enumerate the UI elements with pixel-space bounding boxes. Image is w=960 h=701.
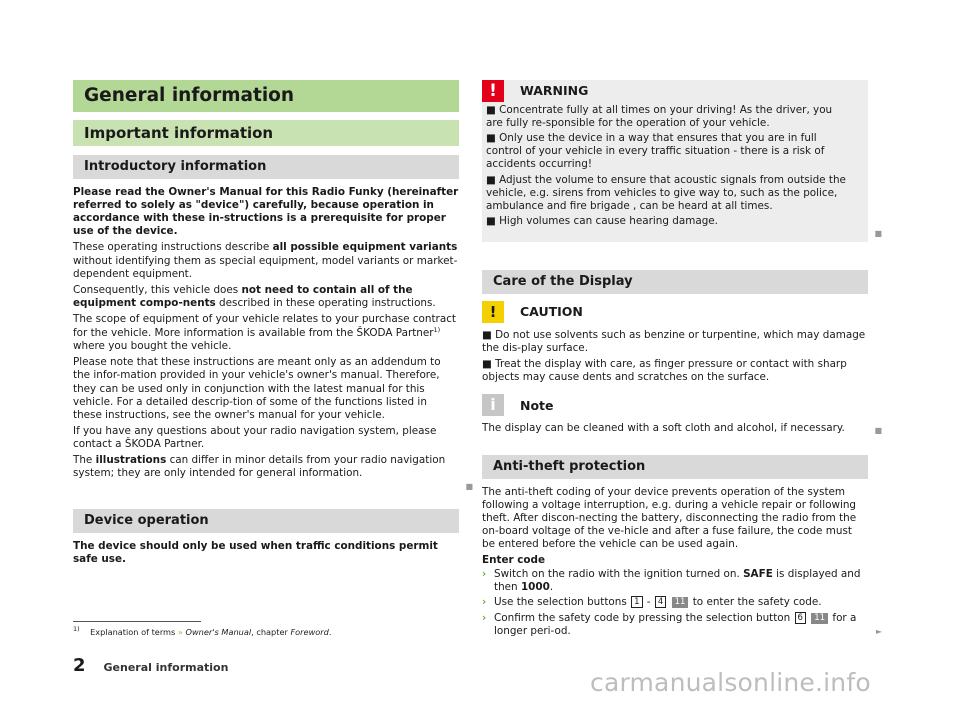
subsection-title-intro: Introductory information	[73, 155, 459, 179]
step-item: › Switch on the radio with the ignition turned on. SAFE is displayed and then 1000.	[482, 568, 861, 594]
end-mark-icon: ■	[874, 425, 882, 435]
paragraph-equipment-variants: These operating instructions describe all possible equipment variants without identifying them as special equipment, model variants or market-dependent equipment.	[73, 241, 458, 280]
intro-paragraph: Please read the Owner's Manual for this Radio Funky (hereinafter referred to solely as "device") carefully, because operation in accordance with these in-structions is a prerequisite for proper use of the device.	[73, 186, 459, 238]
paragraph-illustrations: The illustrations can differ in minor details from your radio navigation system; they are only intended for general information.	[73, 454, 446, 480]
end-mark-icon: ■	[465, 482, 473, 492]
watermark: carmanualsonline.info	[590, 668, 871, 697]
warning-icon: !	[482, 80, 504, 102]
caution-icon: !	[482, 301, 504, 323]
figure-ref-11[interactable]: 11	[811, 613, 828, 624]
warning-item: ■ Adjust the volume to ensure that acoustic signals from outside the vehicle, e.g. sirens from vehicles to give way to, such as the police, ambulance and fire brigade , can be heard at all times.	[486, 173, 846, 212]
footer-title: General information	[103, 661, 229, 674]
subsection-title-antitheft: Anti-theft protection	[482, 455, 868, 479]
warning-item: ■ High volumes can cause hearing damage.	[486, 214, 718, 227]
step-item: › Confirm the safety code by pressing the selection button 6 11 for a longer peri-od.	[482, 611, 857, 637]
footnote-reference[interactable]: 1)	[433, 326, 441, 335]
warning-header	[482, 80, 868, 102]
paragraph-addendum: Please note that these instructions are meant only as an addendum to the infor-mation provided in your vehicle's owner's manual. Therefore, they can be used only in conjunction with the latest manual for this vehicle. For a detailed descrip-tion of some of the functions listed in these instructions, see the owner's manual for your vehicle.	[73, 356, 441, 421]
warning-item: ■ Only use the device in a way that ensures that you are in full control of your vehicle in every traffic situation - there is a risk of accidents occurring!	[486, 132, 825, 171]
step-item: › Use the selection buttons 1 - 4 11 to enter the safety code.	[482, 596, 822, 609]
step-arrow-icon: ›	[482, 611, 487, 624]
caution-item: ■ Do not use solvents such as benzine or turpentine, which may damage the dis-play surface.	[482, 328, 866, 355]
warning-box	[482, 80, 882, 242]
footnote-divider	[73, 621, 201, 622]
warning-title: WARNING	[520, 83, 589, 99]
enter-code-heading: Enter code	[482, 554, 546, 567]
note-icon: i	[482, 394, 504, 416]
page-footer	[73, 655, 228, 678]
device-paragraph: The device should only be used when traffic conditions permit safe use.	[73, 540, 438, 566]
note-header	[482, 394, 868, 416]
left-column	[73, 80, 473, 570]
chapter-title: General information	[73, 80, 459, 112]
subsection-title-display: Care of the Display	[482, 270, 868, 294]
figure-ref-11[interactable]: 11	[672, 597, 689, 608]
button-key-1: 1	[631, 596, 642, 608]
warning-body	[482, 104, 868, 228]
caution-header	[482, 301, 868, 323]
reference-arrows-icon: »	[177, 627, 183, 637]
subsection-title-device: Device operation	[73, 509, 459, 533]
end-mark-icon: ■	[874, 228, 882, 238]
paragraph-questions: If you have any questions about your radio navigation system, please contact a ŠKODA Partner.	[73, 424, 437, 450]
button-key-6: 6	[795, 612, 806, 624]
button-key-4: 4	[655, 596, 666, 608]
paragraph-equipment-components: Consequently, this vehicle does not need to contain all of the equipment compo-nents described in these operating instructions.	[73, 283, 436, 309]
note-text: The display can be cleaned with a soft cloth and alcohol, if necessary.	[482, 422, 845, 435]
section-title: Important information	[73, 120, 459, 146]
right-column	[482, 80, 882, 637]
note-title: Note	[520, 397, 554, 413]
antitheft-paragraph: The anti-theft coding of your device prevents operation of the system following a voltage interruption, e.g. during a vehicle repair or following theft. After discon-necting the battery, disconnecting the radio from the on-board voltage of the ve-hicle and after a fuse failure, the code must be entered before the vehicle can be used again.	[482, 485, 857, 550]
warning-item: ■ Concentrate fully at all times on your driving! As the driver, you are fully re-sponsible for the operation of your vehicle.	[486, 104, 833, 130]
page-number: 2	[73, 655, 86, 676]
caution-item: ■ Treat the display with care, as finger pressure or contact with sharp objects may cause dents and scratches on the surface.	[482, 358, 847, 384]
step-arrow-icon: ›	[482, 568, 487, 581]
footnote: $^{1)}$ Explanation of terms » Owner's Manual, chapter Foreword.	[73, 625, 332, 637]
paragraph-scope: The scope of equipment of your vehicle relates to your purchase contract for the vehicle. More information is available from the ŠKODA Partner$^{1)}$ where you bought the vehicle.	[73, 312, 456, 353]
step-arrow-icon: ›	[482, 596, 487, 609]
continue-mark-icon: ►	[875, 626, 882, 636]
caution-title: CAUTION	[520, 304, 583, 320]
